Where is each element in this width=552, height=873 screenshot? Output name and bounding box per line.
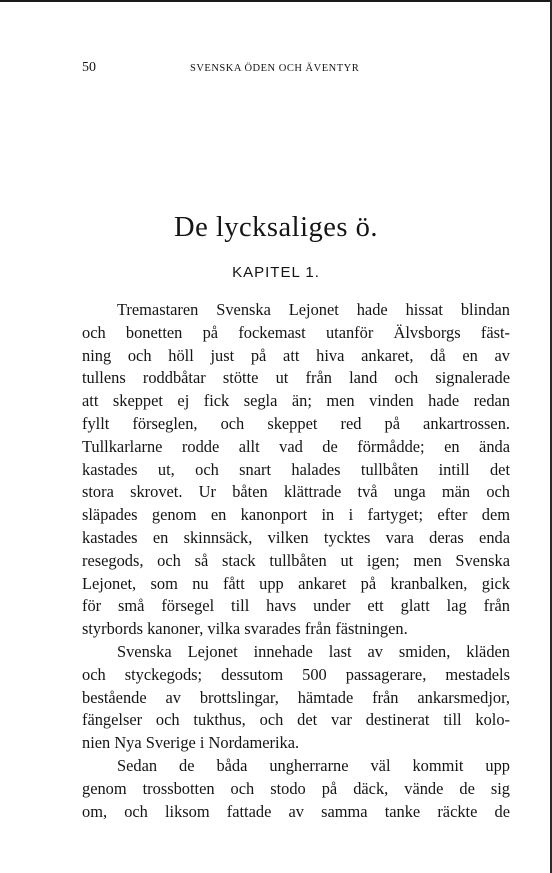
text-line: om, och liksom fattade av samma tanke räckte de [82,801,510,821]
running-head: SVENSKA ÖDEN OCH ÄVENTYR [190,63,360,74]
page-top-edge [0,0,552,2]
text-line: kastades ut, och snart halades tullbåten intill det [82,459,510,479]
text-line: Sedan de båda ungherrarne väl kommit upp [117,755,510,775]
body-text [82,299,510,823]
text-line: styrbords kanoner, vilka svarades från fästningen. [82,619,408,639]
text-line: för små försegel till havs under ett glatt lag från [82,596,510,616]
text-line: Svenska Lejonet innehade last av smiden, kläden [117,641,510,661]
text-line: Tullkarlarne rodde allt vad de förmådde; en ända [82,436,510,456]
text-line: Lejonet, som nu fått upp ankaret på kranbalken, gick [82,573,510,593]
text-line: fyllt förseglen, och skeppet red på ankartrossen. [82,413,510,433]
chapter-heading: KAPITEL 1. [232,264,320,281]
text-line: tullens roddbåtar stötte ut från land och signalerade [82,368,510,388]
text-line: stora skrovet. Ur båten klättrade två unga män och [82,482,510,502]
text-line: och styckegods; dessutom 500 passagerare, mestadels [82,664,510,684]
text-line: ning och höll just på att hiva ankaret, då en av [82,345,510,365]
text-line: resegods, och så stack tullbåten ut igen; men Svenska [82,550,510,570]
text-line: släpades genom en kanonport in i fartyget; efter dem [82,505,510,525]
text-line: kastades en skinnsäck, vilken tycktes vara deras enda [82,527,510,547]
chapter-title: De lycksaliges ö. [174,212,378,243]
text-line: fängelser och tukthus, och det var destinerat till kolo- [82,710,510,730]
text-line: nien Nya Sverige i Nordamerika. [82,733,300,753]
text-line: Tremastaren Svenska Lejonet hade hissat blindan [117,300,510,319]
text-line: och bonetten på fockemast utanför Älvsborgs fäst- [82,322,510,342]
text-line: att skeppet ej fick segla än; men vinden hade redan [82,391,510,411]
text-line: bestående av brottslingar, hämtade från ankarsmedjor, [82,687,510,707]
page-number: 50 [82,60,96,75]
text-line: genom trossbotten och stodo på däck, vände de sig [82,778,510,798]
